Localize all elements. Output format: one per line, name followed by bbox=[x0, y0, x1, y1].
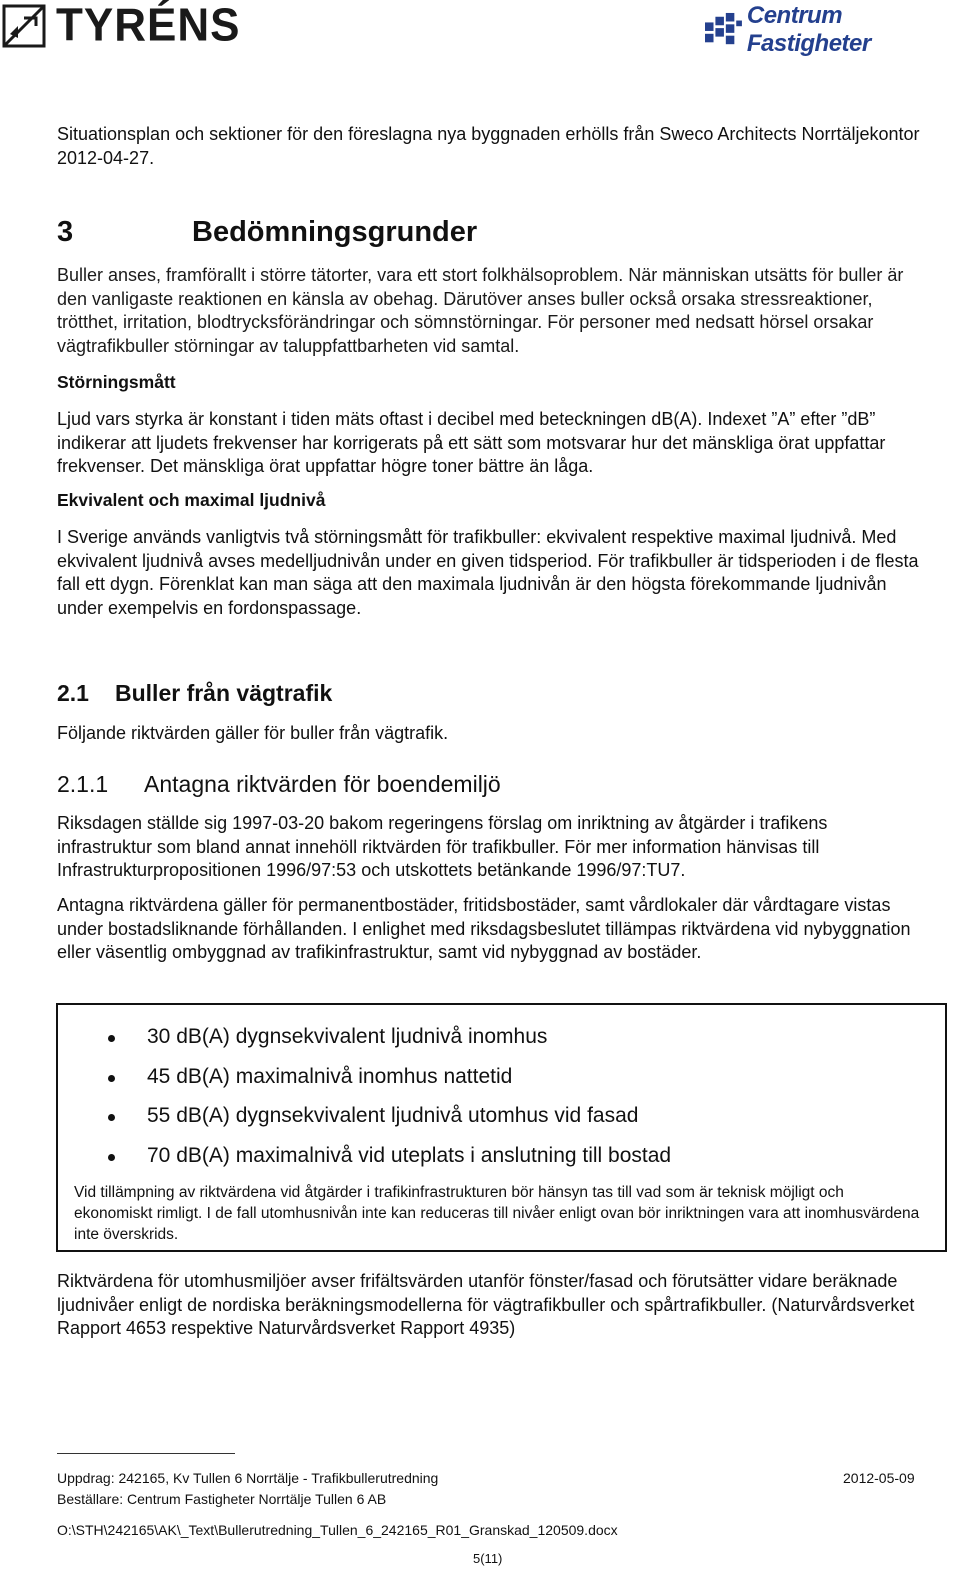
list-item: 70 dB(A) maximalnivå vid uteplats i anslutning till bostad bbox=[108, 1144, 671, 1184]
centrum-fastigheter-logo bbox=[705, 2, 960, 57]
centrum-logo-text: Centrum Fastigheter bbox=[746, 2, 871, 57]
footer-client: Beställare: Centrum Fastigheter Norrtälje Tullen 6 AB bbox=[57, 1491, 387, 1507]
section-2-1-paragraph: Följande riktvärden gäller för buller från vägtrafik. bbox=[57, 723, 449, 743]
bullet-icon bbox=[108, 1114, 115, 1121]
footer-rule bbox=[57, 1453, 235, 1454]
guideline-list bbox=[108, 1025, 671, 1183]
bullet-icon bbox=[108, 1075, 115, 1082]
bullet-icon bbox=[108, 1154, 115, 1161]
storningsmatt-heading: Störningsmått bbox=[57, 372, 176, 392]
section-3-heading bbox=[57, 214, 477, 250]
section-title: Bedömningsgrunder bbox=[192, 216, 478, 248]
tyrens-cube-icon bbox=[2, 4, 46, 48]
section-title: Antagna riktvärden för boendemiljö bbox=[144, 771, 501, 797]
list-item: 55 dB(A) dygnsekvivalent ljudnivå utomhus vid fasad bbox=[108, 1104, 671, 1144]
section-3-paragraph: Buller anses, framförallt i större tätorter, vara ett stort folkhälsoproblem. När människan utsätts för buller är den vanligaste reaktionen en känsla av obehag. Därutöver anses buller också orsaka stressreaktioner, trötthet, irritation, blodtrycksförändringar och sömnstörningar. För personer med nedsatt hörsel orsakar vägtrafikbuller störningar av taluppfattbarheten vid samtal. bbox=[57, 265, 904, 356]
list-item: 30 dB(A) dygnsekvivalent ljudnivå inomhus bbox=[108, 1025, 671, 1065]
tyrens-logo bbox=[0, 0, 240, 52]
section-number: 3 bbox=[57, 216, 74, 248]
closing-paragraph: Riktvärdena för utomhusmiljöer avser frifältsvärden utanför fönster/fasad och förutsätter vidare beräknade ljudnivåer enligt de nordiska beräkningsmodellerna för vägtrafikbuller och spårtrafikbuller. (Naturvårdsverket Rapport 4653 respektive Naturvårdsverket Rapport 4935) bbox=[57, 1271, 915, 1338]
page-number: 5(11) bbox=[473, 1551, 503, 1566]
centrum-blocks-icon bbox=[705, 12, 743, 48]
tyrens-logo-text: TYRÉNS bbox=[56, 0, 241, 52]
ekvivalent-paragraph: I Sverige används vanligtvis två störningsmått för trafikbuller: ekvivalent respektive maximal ljudnivå. Med ekvivalent ljudnivå avses medelljudnivån under en given tidsperiod. För trafikbuller är tidsperioden i de flesta fall ett dygn. Förenklat kan man säga att den maximala ljudnivån är den högsta förekommande ljudnivån under exempelvis en fordonspassage. bbox=[57, 527, 919, 618]
section-2-1-heading bbox=[57, 680, 332, 707]
guideline-note: Vid tillämpning av riktvärdena vid åtgärder i trafikinfrastrukturen bör hänsyn tas till vad som är teknisk möjligt och ekonomiskt rimligt. I de fall utomhusnivån inte kan reduceras till nivåer enligt ovan bör inriktningen vara att inomhusvärdena inte överskrids. bbox=[74, 1184, 920, 1243]
storningsmatt-paragraph: Ljud vars styrka är konstant i tiden mäts oftast i decibel med beteckningen dB(A). Indexet ”A” efter ”dB” indikerar att ljudets frekvenser har korrigerats på ett sätt som motsvarar hur det mänskliga örat uppfattar frekvenser. Det mänskliga örat uppfattar högre toner bättre än låga. bbox=[57, 409, 886, 476]
section-2-1-1-paragraph-1: Riksdagen ställde sig 1997-03-20 bakom regeringens förslag om inriktning av åtgärder i trafikens infrastruktur som bland annat innehöll riktvärden för trafikbuller. För mer information hänvisas till Infrastrukturpropositionen 1996/97:53 och utskottets betänkande 1996/97:TU7. bbox=[57, 813, 828, 880]
section-title: Buller från vägtrafik bbox=[115, 680, 333, 706]
footer-assignment: Uppdrag: 242165, Kv Tullen 6 Norrtälje - Trafikbullerutredning bbox=[57, 1470, 439, 1486]
footer-date: 2012-05-09 bbox=[843, 1470, 915, 1486]
footer-file-path: O:\STH\242165\AK\_Text\Bullerutredning_Tullen_6_242165_R01_Granskad_120509.docx bbox=[57, 1522, 618, 1538]
section-number: 2.1 bbox=[57, 680, 89, 706]
ekvivalent-heading: Ekvivalent och maximal ljudnivå bbox=[57, 490, 326, 510]
section-2-1-1-heading bbox=[57, 771, 501, 798]
intro-paragraph: Situationsplan och sektioner för den föreslagna nya byggnaden erhölls från Sweco Architects Norrtäljekontor 2012-04-27. bbox=[57, 124, 920, 168]
guideline-box bbox=[56, 1003, 947, 1252]
bullet-icon bbox=[108, 1035, 115, 1042]
section-2-1-1-paragraph-2: Antagna riktvärdena gäller för permanentbostäder, fritidsbostäder, samt vårdlokaler där vårdtagare vistas under bostadsliknande förhållanden. I enlighet med riksdagsbeslutet tillämpas riktvärdena vid nybyggnation eller väsentlig ombyggnad av trafikinfrastruktur, samt vid nybyggnad av bostäder. bbox=[57, 895, 911, 962]
section-number: 2.1.1 bbox=[57, 771, 109, 797]
list-item: 45 dB(A) maximalnivå inomhus nattetid bbox=[108, 1065, 671, 1105]
